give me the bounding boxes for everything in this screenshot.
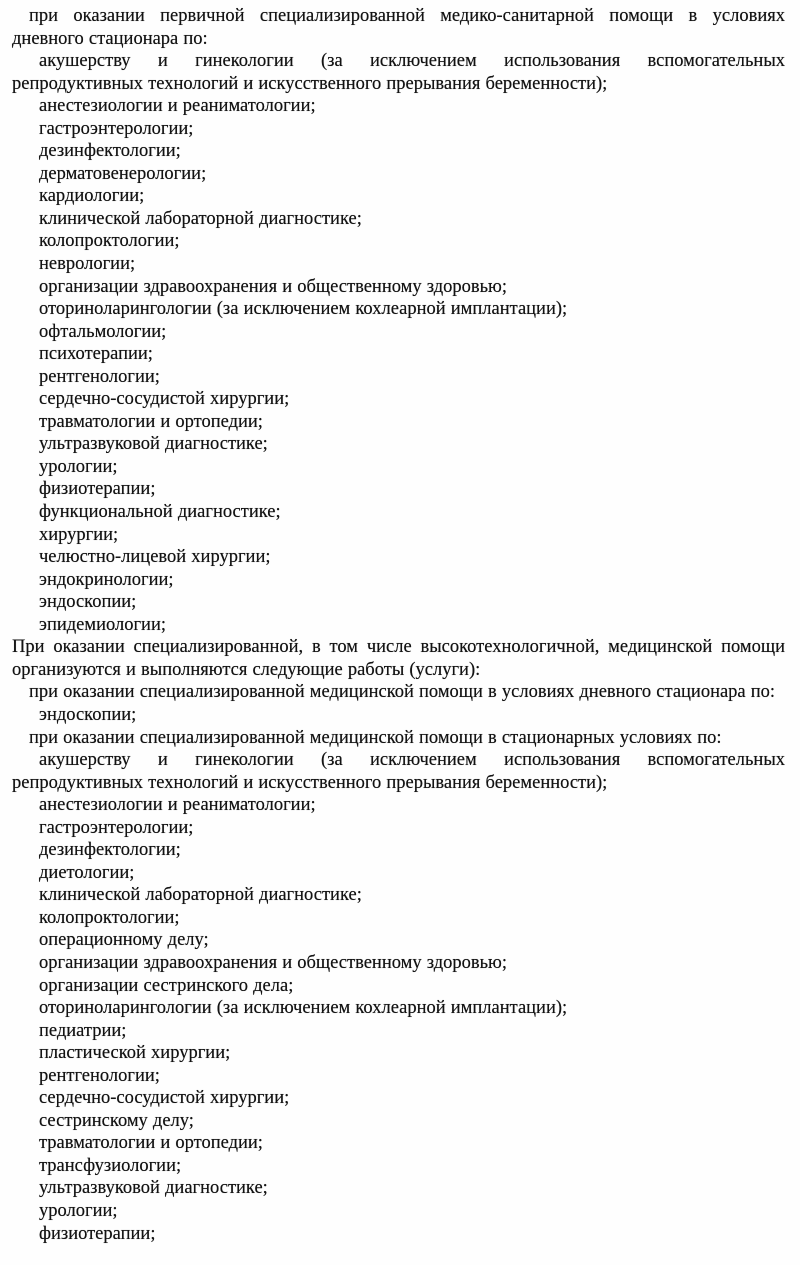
paragraph: диетологии; [39, 862, 135, 883]
paragraph: педиатрии; [39, 1020, 127, 1041]
paragraph: при оказании первичной специализированной медико-санитарной помощи в условиях дневного стационара по: [12, 6, 785, 49]
paragraph: организации здравоохранения и общественному здоровью; [39, 952, 507, 973]
paragraph: анестезиологии и реаниматологии; [39, 96, 316, 117]
paragraph: при оказании специализированной медицинской помощи в условиях дневного стационара по: [29, 682, 776, 703]
paragraph: кардиологии; [39, 186, 145, 207]
paragraph: эндоскопии; [39, 704, 137, 725]
paragraph: офтальмологии; [39, 321, 167, 342]
paragraph: ультразвуковой диагностике; [39, 1178, 268, 1199]
paragraph: гастроэнтерологии; [39, 118, 194, 139]
paragraph: урологии; [39, 1200, 118, 1221]
paragraph: организации здравоохранения и общественному здоровью; [39, 276, 507, 297]
paragraph: сердечно-сосудистой хирургии; [39, 1088, 290, 1109]
paragraph: челюстно-лицевой хирургии; [39, 547, 271, 568]
paragraph: функциональной диагностике; [39, 502, 281, 523]
paragraph: дерматовенерологии; [39, 163, 207, 184]
paragraph: операционному делу; [39, 930, 209, 951]
paragraph: хирургии; [39, 524, 119, 545]
paragraph: колопроктологии; [39, 231, 180, 252]
paragraph: дезинфектологии; [39, 840, 181, 861]
paragraph: сестринскому делу; [39, 1110, 194, 1131]
paragraph: эндокринологии; [39, 569, 174, 590]
paragraph: урологии; [39, 456, 118, 477]
paragraph: рентгенологии; [39, 366, 160, 387]
paragraph: колопроктологии; [39, 907, 180, 928]
paragraph: организации сестринского дела; [39, 975, 294, 996]
paragraph: эндоскопии; [39, 592, 137, 613]
paragraph: дезинфектологии; [39, 141, 181, 162]
paragraph: физиотерапии; [39, 1223, 156, 1244]
paragraph: рентгенологии; [39, 1065, 160, 1086]
paragraph: акушерству и гинекологии (за исключением использования вспомогательных репродуктивных технологий и искусственного прерывания беременности); [12, 51, 785, 94]
paragraph: акушерству и гинекологии (за исключением использования вспомогательных репродуктивных технологий и искусственного прерывания беременности); [12, 750, 785, 793]
paragraph: трансфузиологии; [39, 1155, 182, 1176]
paragraph: сердечно-сосудистой хирургии; [39, 389, 290, 410]
paragraph: оториноларингологии (за исключением кохлеарной имплантации); [39, 998, 568, 1019]
paragraph: психотерапии; [39, 344, 153, 365]
paragraph: клинической лабораторной диагностике; [39, 885, 362, 906]
paragraph: неврологии; [39, 254, 136, 275]
paragraph: гастроэнтерологии; [39, 817, 194, 838]
paragraph: при оказании специализированной медицинской помощи в стационарных условиях по: [29, 727, 722, 748]
paragraph: При оказании специализированной, в том числе высокотехнологичной, медицинской помощи организуются и выполняются следующие работы (услуги): [12, 637, 785, 680]
paragraph: оториноларингологии (за исключением кохлеарной имплантации); [39, 299, 568, 320]
paragraph: травматологии и ортопедии; [39, 1133, 263, 1154]
paragraph: клинической лабораторной диагностике; [39, 208, 362, 229]
paragraph: пластической хирургии; [39, 1043, 231, 1064]
paragraph: физиотерапии; [39, 479, 156, 500]
paragraph: эпидемиологии; [39, 614, 166, 635]
paragraph: анестезиологии и реаниматологии; [39, 795, 316, 816]
paragraph: ультразвуковой диагностике; [39, 434, 268, 455]
paragraph: травматологии и ортопедии; [39, 411, 263, 432]
paragraph-list [12, 5, 785, 1245]
